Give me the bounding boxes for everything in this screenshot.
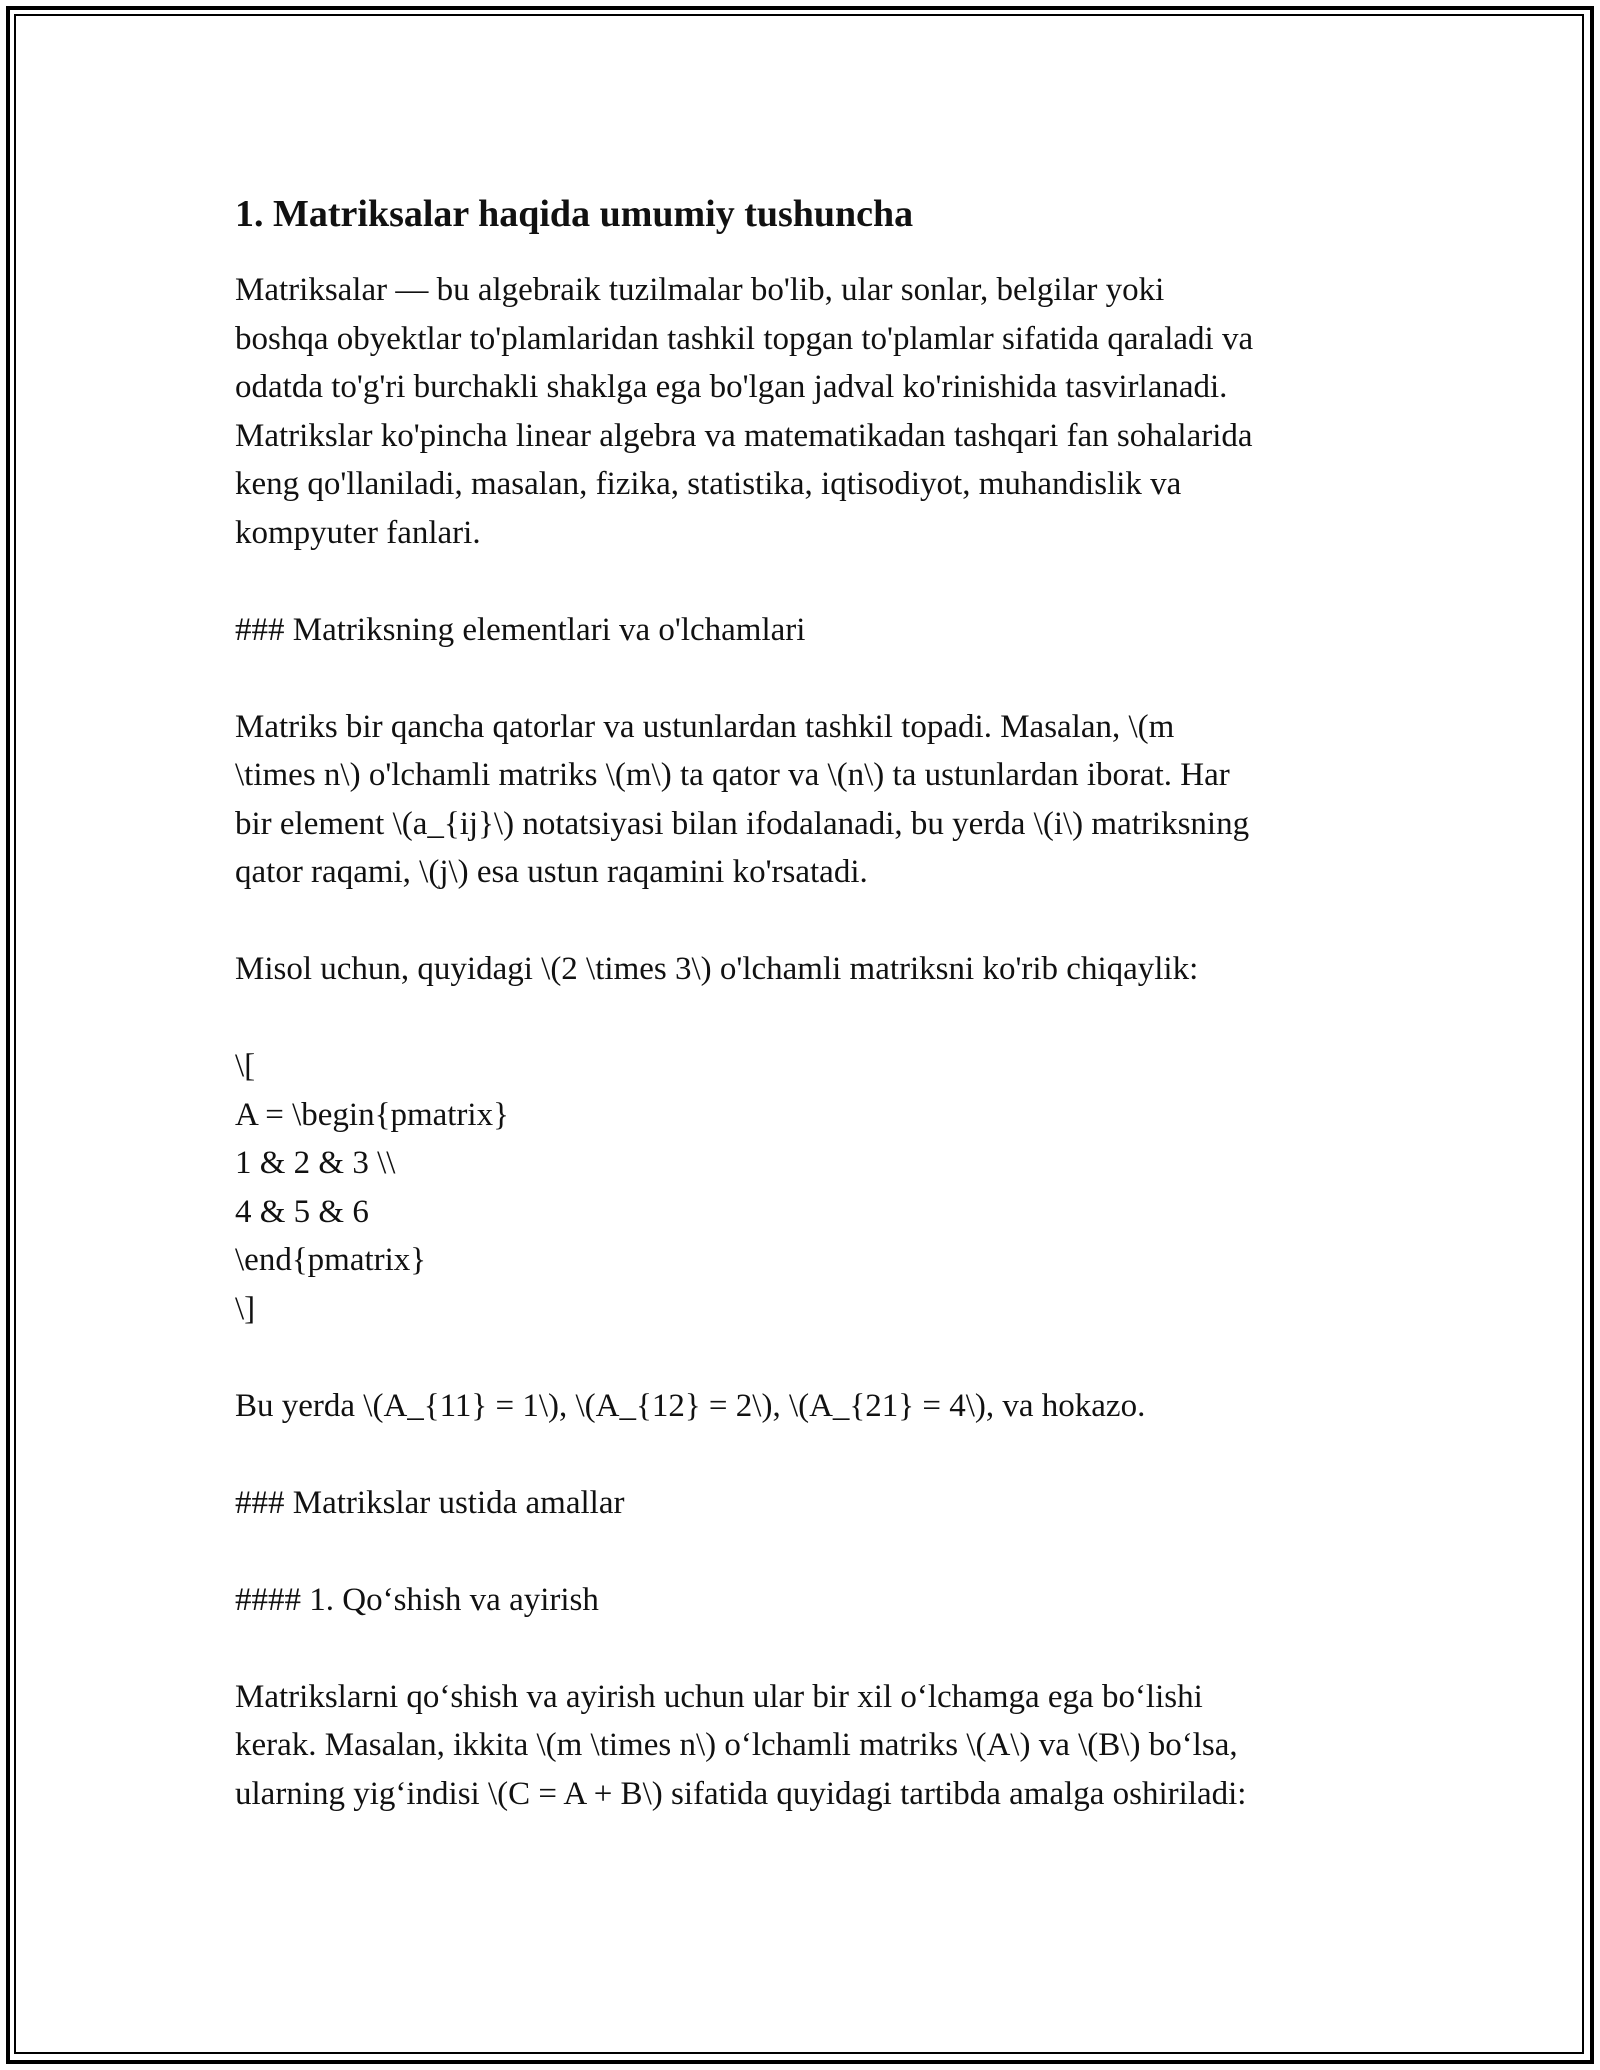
text-line: A = \begin{pmatrix} — [235, 1096, 509, 1133]
text-line: \end{pmatrix} — [235, 1242, 427, 1278]
document-content — [235, 188, 1375, 1867]
text-line: qator raqami, \(j\) esa ustun raqamini ko'rsatadi. — [235, 854, 868, 890]
text-line: \] — [235, 1290, 256, 1327]
text-line: keng qo'llaniladi, masalan, fizika, statistika, iqtisodiyot, muhandislik va — [235, 466, 1182, 502]
text-line: #### 1. Qo‘shish va ayirish — [235, 1581, 599, 1618]
intro-paragraph — [235, 266, 1375, 557]
text-line: Bu yerda \(A_{11} = 1\), \(A_{12} = 2\), \(A_{21} = 4\), va hokazo. — [235, 1387, 1146, 1424]
subheading-addition — [235, 1576, 1375, 1625]
subheading-elements — [235, 606, 1375, 655]
example-intro-paragraph — [235, 945, 1375, 994]
text-line: Matrikslarni qo‘shish va ayirish uchun ular bir xil o‘lchamga ega bo‘lishi — [235, 1678, 1203, 1715]
matrix-latex-block — [235, 1042, 1375, 1333]
subheading-operations — [235, 1479, 1375, 1528]
text-line: Misol uchun, quyidagi \(2 \times 3\) o'lchamli matriksni ko'rib chiqaylik: — [235, 951, 1199, 987]
text-line: Matrikslar ko'pincha linear algebra va matematikadan tashqari fan sohalarida — [235, 417, 1253, 454]
text-line: ularning yig‘indisi \(C = A + B\) sifatida quyidagi tartibda amalga oshiriladi: — [235, 1775, 1247, 1812]
document-body — [235, 266, 1375, 1818]
text-line: ### Matriksning elementlari va o'lchamlari — [235, 611, 806, 648]
example-values-paragraph — [235, 1382, 1375, 1431]
text-line: Matriks bir qancha qatorlar va ustunlardan tashkil topadi. Masalan, \(m — [235, 708, 1175, 745]
text-line: kerak. Masalan, ikkita \(m \times n\) o‘lchamli matriks \(A\) va \(B\) bo‘lsa, — [235, 1727, 1238, 1763]
text-line: 4 & 5 & 6 — [235, 1193, 369, 1230]
text-line: \[ — [235, 1048, 256, 1084]
text-line: bir element \(a_{ij}\) notatsiyasi bilan ifodalanadi, bu yerda \(i\) matriksning — [235, 805, 1250, 842]
text-line: kompyuter fanlari. — [235, 514, 481, 551]
text-line: boshqa obyektlar to'plamlaridan tashkil topgan to'plamlar sifatida qaraladi va — [235, 320, 1254, 357]
text-line: Matriksalar — bu algebraik tuzilmalar bo'lib, ular sonlar, belgilar yoki — [235, 272, 1165, 308]
elements-paragraph — [235, 703, 1375, 897]
text-line: \times n\) o'lchamli matriks \(m\) ta qator va \(n\) ta ustunlardan iborat. Har — [235, 757, 1230, 793]
text-line: ### Matrikslar ustida amallar — [235, 1484, 625, 1521]
text-line: 1 & 2 & 3 \\ — [235, 1145, 396, 1181]
text-line: odatda to'g'ri burchakli shaklga ega bo'lgan jadval ko'rinishida tasvirlanadi. — [235, 369, 1228, 405]
addition-paragraph — [235, 1673, 1375, 1819]
page-title: 1. Matriksalar haqida umumiy tushuncha — [235, 193, 914, 235]
